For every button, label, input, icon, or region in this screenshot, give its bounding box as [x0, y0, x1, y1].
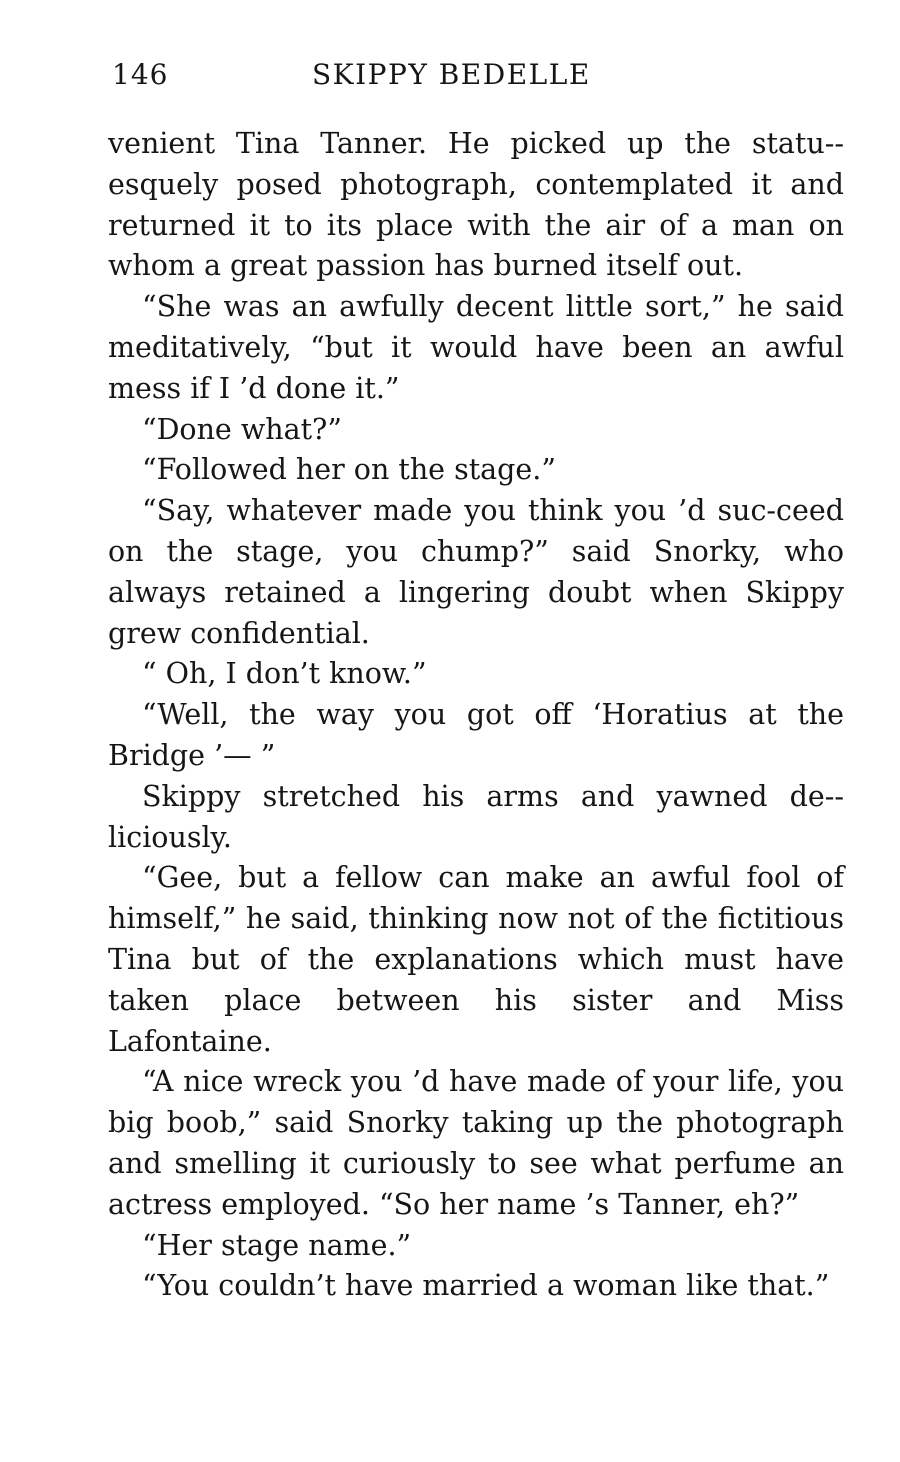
paragraph-3: “Done what?”	[142, 412, 342, 446]
paragraph-1: venient Tina Tanner. He picked up the statu-esquely posed photograph, contemplated it and returned it to its place with the air of a man on whom a great passion has burned itself out.	[108, 127, 844, 283]
paragraph-12: “You couldn’t have married a woman like that.”	[142, 1269, 830, 1303]
paragraph-5: “Say, whatever made you think you ’d suc-ceed on the stage, you chump?” said Snorky, who always retained a lingering doubt when Skippy grew confidential.	[108, 494, 844, 650]
paragraph-2: “She was an awfully decent little sort,” he said meditatively, “but it would have been an awful mess if I ’d done it.”	[108, 290, 844, 405]
paragraph-8: Skippy stretched his arms and yawned de-liciously.	[108, 779, 844, 854]
paragraph-10: “A nice wreck you ’d have made of your life, you big boob,” said Snorky taking up the photograph and smelling it curiously to see what perfume an actress employed. “So her name ’s Tanner, eh?”	[108, 1065, 844, 1221]
running-header	[108, 58, 844, 104]
book-title: SKIPPY BEDELLE	[312, 58, 591, 91]
paragraph-4: “Followed her on the stage.”	[142, 453, 556, 487]
paragraph-7: “Well, the way you got off ‘Horatius at the Bridge ’— ”	[108, 698, 844, 772]
paragraph-9: “Gee, but a fellow can make an awful fool of himself,” he said, thinking now not of the fictitious Tina but of the explanations which must have taken place between his sister and Miss Lafontaine.	[108, 861, 844, 1058]
book-page	[108, 58, 844, 1307]
paragraph-11: “Her stage name.”	[142, 1228, 412, 1262]
paragraph-6: “ Oh, I don’t know.”	[142, 657, 427, 691]
body-text	[108, 124, 844, 1307]
page-number: 146	[112, 58, 169, 91]
